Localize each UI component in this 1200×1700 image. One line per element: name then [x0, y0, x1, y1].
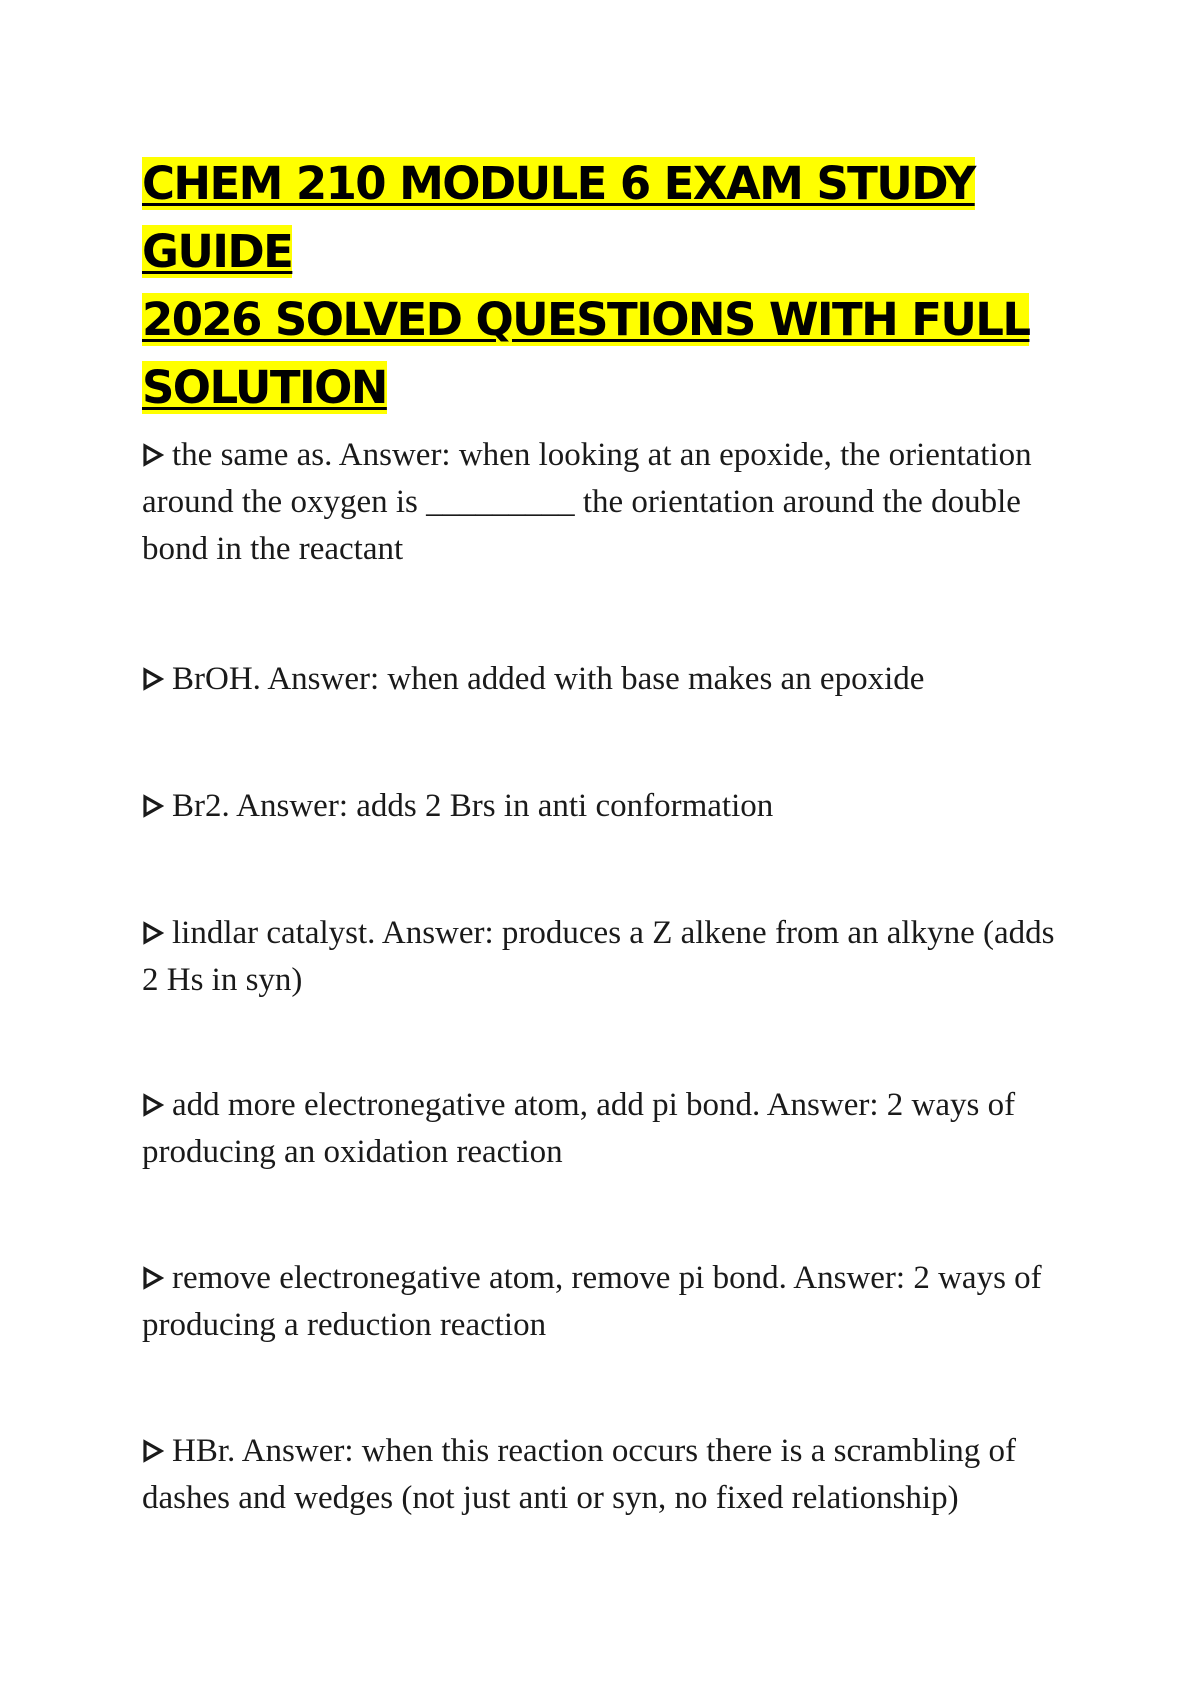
document-title: [142, 150, 1062, 422]
title-line-2: 2026 SOLVED QUESTIONS WITH FULL: [142, 293, 1030, 346]
qa-item-2: [142, 656, 1062, 703]
triangle-right-outline-icon: [142, 1093, 166, 1117]
qa-item-text: BrOH. Answer: when added with base makes an epoxide: [172, 661, 925, 697]
qa-item-text: HBr. Answer: when this reaction occurs there is a scrambling of dashes and wedges (not just anti or syn, no fixed relationship): [142, 1433, 1017, 1516]
qa-item-7: [142, 1428, 1062, 1522]
triangle-right-outline-icon: [142, 1439, 166, 1463]
qa-item-text: Br2. Answer: adds 2 Brs in anti conformation: [172, 788, 774, 824]
title-line-3: SOLUTION: [142, 361, 387, 414]
qa-item-text: remove electronegative atom, remove pi bond. Answer: 2 ways of producing a reduction reaction: [142, 1260, 1042, 1343]
qa-item-1: [142, 432, 1062, 573]
qa-item-text: the same as. Answer: when looking at an epoxide, the orientation around the oxygen is _________ the orientation around the double bond in the reactant: [142, 437, 1032, 567]
title-line-1: CHEM 210 MODULE 6 EXAM STUDY GUIDE: [142, 157, 975, 278]
triangle-right-outline-icon: [142, 1266, 166, 1290]
qa-item-text: lindlar catalyst. Answer: produces a Z alkene from an alkyne (adds 2 Hs in syn): [142, 915, 1055, 998]
qa-item-5: [142, 1082, 1062, 1176]
triangle-right-outline-icon: [142, 921, 166, 945]
triangle-right-outline-icon: [142, 443, 166, 467]
triangle-right-outline-icon: [142, 667, 166, 691]
qa-item-6: [142, 1255, 1062, 1349]
qa-item-4: [142, 910, 1062, 1004]
qa-item-text: add more electronegative atom, add pi bond. Answer: 2 ways of producing an oxidation reaction: [142, 1087, 1016, 1170]
document-page: [142, 150, 1062, 422]
qa-item-3: [142, 783, 1062, 830]
triangle-right-outline-icon: [142, 794, 166, 818]
